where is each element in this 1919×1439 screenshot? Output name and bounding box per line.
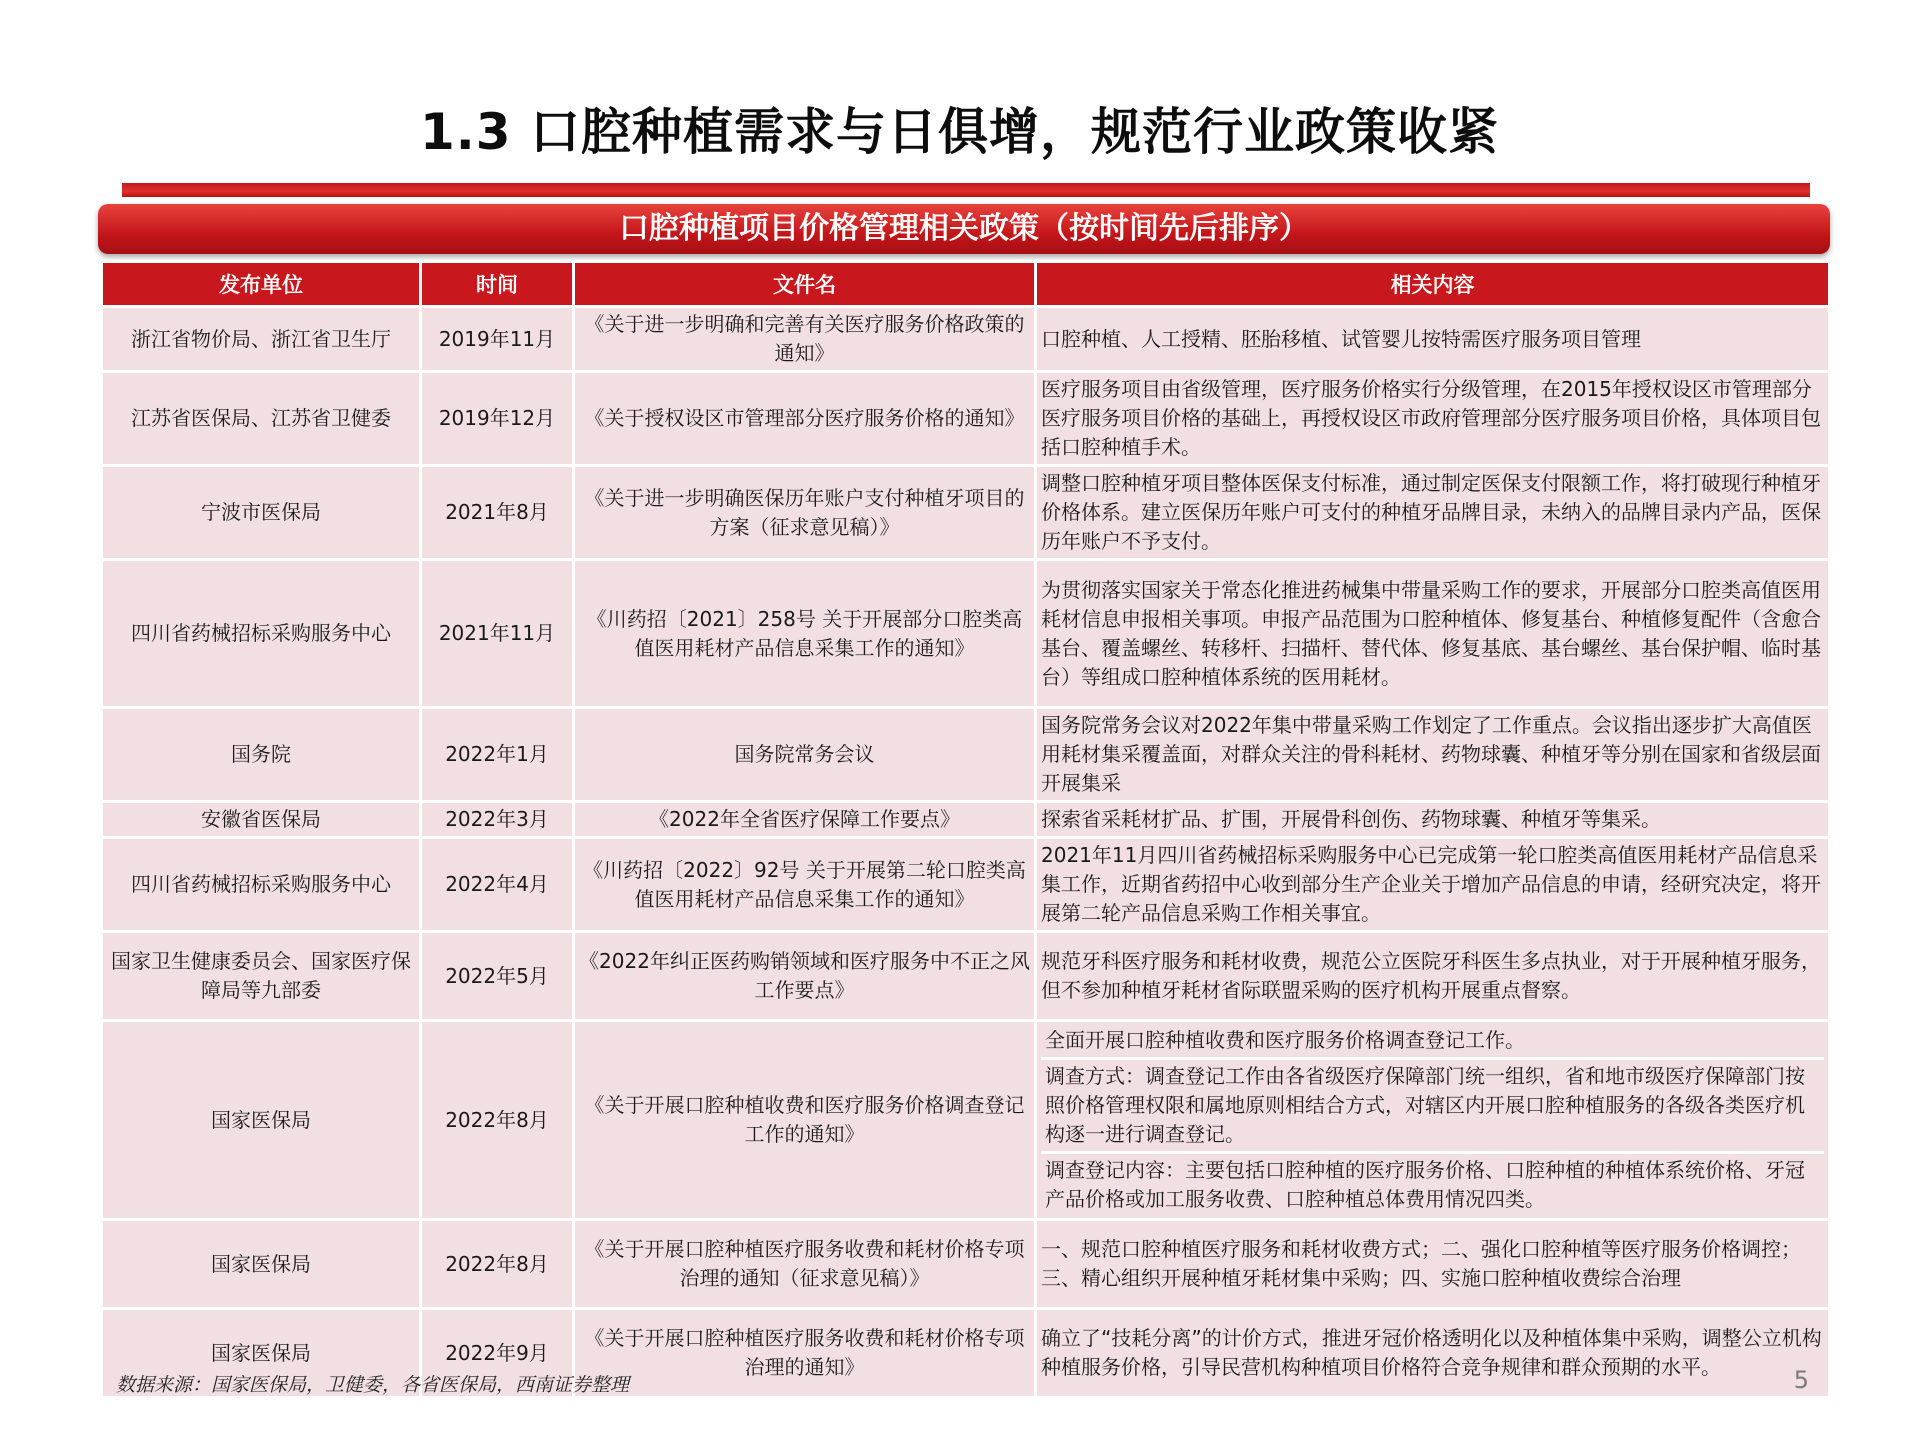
cell-unit: 江苏省医保局、江苏省卫健委 (102, 372, 421, 466)
cell-document: 《关于进一步明确和完善有关医疗服务价格政策的通知》 (574, 307, 1036, 372)
cell-time: 2021年11月 (421, 560, 574, 708)
title-divider (122, 183, 1810, 197)
cell-document: 国务院常务会议 (574, 708, 1036, 802)
cell-document: 《关于开展口腔种植医疗服务收费和耗材价格专项治理的通知（征求意见稿）》 (574, 1220, 1036, 1309)
page-number: 5 (1793, 1366, 1809, 1394)
table-row (102, 372, 1830, 466)
cell-unit: 国家卫生健康委员会、国家医疗保障局等九部委 (102, 932, 421, 1021)
cell-unit: 浙江省物价局、浙江省卫生厅 (102, 307, 421, 372)
table-row (102, 708, 1830, 802)
cell-content: 探索省采耗材扩品、扩围，开展骨科创伤、药物球囊、种植牙等集采。 (1036, 802, 1830, 838)
cell-time: 2021年8月 (421, 466, 574, 560)
cell-document: 《关于开展口腔种植医疗服务收费和耗材价格专项治理的通知》 (574, 1309, 1036, 1398)
cell-content: 口腔种植、人工授精、胚胎移植、试管婴儿按特需医疗服务项目管理 (1036, 307, 1830, 372)
cell-content (1036, 1021, 1830, 1220)
cell-content: 国务院常务会议对2022年集中带量采购工作划定了工作重点。会议指出逐步扩大高值医用耗材集采覆盖面，对群众关注的骨科耗材、药物球囊、种植牙等分别在国家和省级层面开展集采 (1036, 708, 1830, 802)
cell-unit: 国务院 (102, 708, 421, 802)
table-row (102, 838, 1830, 932)
page-title: 1.3 口腔种植需求与日俱增，规范行业政策收紧 (420, 103, 1499, 161)
table-row (102, 307, 1830, 372)
table-row (102, 1220, 1830, 1309)
cell-document: 《川药招〔2022〕92号 关于开展第二轮口腔类高值医用耗材产品信息采集工作的通知》 (574, 838, 1036, 932)
cell-time: 2022年1月 (421, 708, 574, 802)
data-source-note: 数据来源：国家医保局，卫健委，各省医保局，西南证券整理 (116, 1374, 630, 1396)
table-row (102, 560, 1830, 708)
cell-document: 《2022年纠正医药购销领域和医疗服务中不正之风工作要点》 (574, 932, 1036, 1021)
table-header-row (102, 262, 1830, 307)
cell-unit: 国家医保局 (102, 1021, 421, 1220)
cell-unit: 四川省药械招标采购服务中心 (102, 838, 421, 932)
content-paragraph: 全面开展口腔种植收费和医疗服务价格调查登记工作。 (1045, 1028, 1525, 1052)
header-time: 时间 (421, 262, 574, 307)
table-banner: 口腔种植项目价格管理相关政策（按时间先后排序） (98, 204, 1830, 254)
cell-time: 2022年3月 (421, 802, 574, 838)
cell-time: 2019年11月 (421, 307, 574, 372)
table-row (102, 932, 1830, 1021)
cell-content: 一、规范口腔种植医疗服务和耗材收费方式；二、强化口腔种植等医疗服务价格调控；三、精心组织开展种植牙耗材集中采购；四、实施口腔种植收费综合治理 (1036, 1220, 1830, 1309)
table-row (102, 802, 1830, 838)
table-row (102, 466, 1830, 560)
cell-unit: 宁波市医保局 (102, 466, 421, 560)
cell-time: 2022年8月 (421, 1220, 574, 1309)
cell-document: 《关于进一步明确医保历年账户支付种植牙项目的方案（征求意见稿）》 (574, 466, 1036, 560)
cell-unit: 四川省药械招标采购服务中心 (102, 560, 421, 708)
header-content: 相关内容 (1036, 262, 1830, 307)
cell-unit: 国家医保局 (102, 1309, 421, 1398)
cell-content: 为贯彻落实国家关于常态化推进药械集中带量采购工作的要求，开展部分口腔类高值医用耗材信息申报相关事项。申报产品范围为口腔种植体、修复基台、种植修复配件（含愈合基台、覆盖螺丝、转移杆、扫描杆、替代体、修复基底、基台螺丝、基台保护帽、临时基台）等组成口腔种植体系统的医用耗材。 (1036, 560, 1830, 708)
cell-unit: 安徽省医保局 (102, 802, 421, 838)
content-paragraph: 调查方式：调查登记工作由各省级医疗保障部门统一组织，省和地市级医疗保障部门按照价格管理权限和属地原则相结合方式，对辖区内开展口腔种植服务的各级各类医疗机构逐一进行调查登记。 (1041, 1057, 1824, 1151)
cell-document: 《关于授权设区市管理部分医疗服务价格的通知》 (574, 372, 1036, 466)
cell-time: 2019年12月 (421, 372, 574, 466)
header-unit: 发布单位 (102, 262, 421, 307)
cell-time: 2022年8月 (421, 1021, 574, 1220)
content-paragraph: 调查登记内容：主要包括口腔种植的医疗服务价格、口腔种植的种植体系统价格、牙冠产品价格或加工服务收费、口腔种植总体费用情况四类。 (1041, 1151, 1824, 1216)
cell-document: 《川药招〔2021〕258号 关于开展部分口腔类高值医用耗材产品信息采集工作的通知》 (574, 560, 1036, 708)
table-row (102, 1021, 1830, 1220)
cell-unit: 国家医保局 (102, 1220, 421, 1309)
cell-content: 调整口腔种植牙项目整体医保支付标准，通过制定医保支付限额工作，将打破现行种植牙价格体系。建立医保历年账户可支付的种植牙品牌目录，未纳入的品牌目录内产品，医保历年账户不予支付。 (1036, 466, 1830, 560)
cell-time: 2022年5月 (421, 932, 574, 1021)
cell-content: 医疗服务项目由省级管理，医疗服务价格实行分级管理，在2015年授权设区市管理部分医疗服务项目价格的基础上，再授权设区市政府管理部分医疗服务项目价格，具体项目包括口腔种植手术。 (1036, 372, 1830, 466)
cell-content: 规范牙科医疗服务和耗材收费，规范公立医院牙科医生多点执业，对于开展种植牙服务，但不参加种植牙耗材省际联盟采购的医疗机构开展重点督察。 (1036, 932, 1830, 1021)
cell-document: 《2022年全省医疗保障工作要点》 (574, 802, 1036, 838)
cell-content: 2021年11月四川省药械招标采购服务中心已完成第一轮口腔类高值医用耗材产品信息采集工作，近期省药招中心收到部分生产企业关于增加产品信息的申请，经研究决定，将开展第二轮产品信息采购工作相关事宜。 (1036, 838, 1830, 932)
cell-time: 2022年4月 (421, 838, 574, 932)
policy-table (100, 260, 1831, 1399)
cell-content: 确立了“技耗分离”的计价方式，推进牙冠价格透明化以及种植体集中采购，调整公立机构种植服务价格，引导民营机构种植项目价格符合竞争规律和群众预期的水平。 (1036, 1309, 1830, 1398)
cell-time: 2022年9月 (421, 1309, 574, 1398)
cell-document: 《关于开展口腔种植收费和医疗服务价格调查登记工作的通知》 (574, 1021, 1036, 1220)
header-document: 文件名 (574, 262, 1036, 307)
